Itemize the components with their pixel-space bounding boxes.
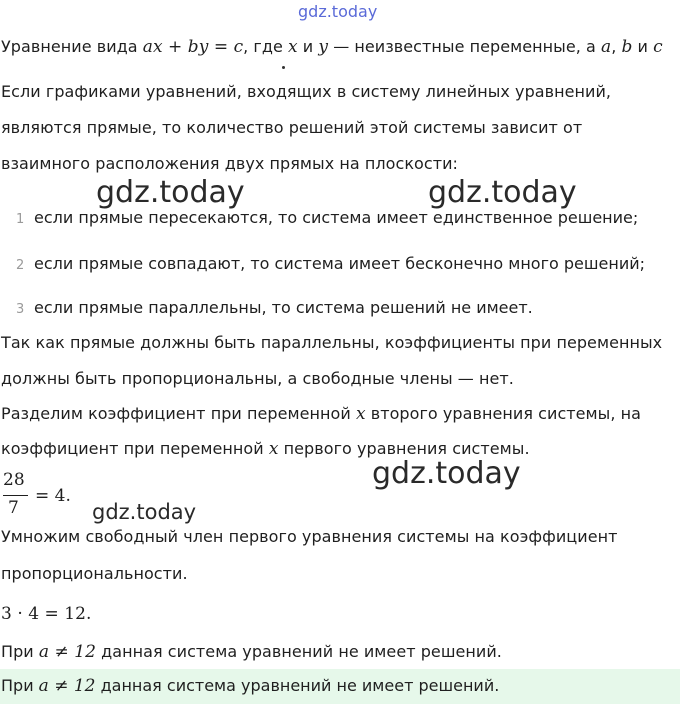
list-item xyxy=(16,298,533,317)
condition-pre: При xyxy=(1,642,39,661)
para2-line2: должны быть пропорциональны, а свободные члены — нет. xyxy=(1,369,514,388)
fraction-denominator: 7 xyxy=(8,498,19,518)
watermark-right: gdz.today xyxy=(428,175,577,210)
watermark-small: gdz.today xyxy=(92,500,197,524)
stray-dot xyxy=(282,66,285,69)
condition-line xyxy=(1,642,502,662)
intro-comma: , xyxy=(611,37,622,56)
answer-pre: При xyxy=(1,676,39,695)
para3-l2-post: первого уравнения системы. xyxy=(278,439,530,458)
answer-expr: a ≠ 12 xyxy=(38,676,96,696)
list-item xyxy=(16,208,638,227)
answer-post: данная система уравнений не имеет решений. xyxy=(95,676,500,695)
list-item xyxy=(16,254,645,273)
answer-box xyxy=(0,669,680,704)
para3-l2-pre: коэффициент при переменной xyxy=(1,439,269,458)
var-c: c xyxy=(653,37,663,57)
list-item-number: 3 xyxy=(16,302,25,317)
para4-line1: Умножим свободный член первого уравнения системы на коэффициент xyxy=(1,527,618,546)
para4-line2: пропорциональности. xyxy=(1,564,188,583)
watermark-center: gdz.today xyxy=(372,456,521,491)
intro-mid1: , где xyxy=(243,37,289,56)
var-y: y xyxy=(318,37,329,57)
list-item-text: если прямые пересекаются, то система имеет единственное решение; xyxy=(34,208,639,227)
list-item-number: 2 xyxy=(16,258,25,273)
var-x: x xyxy=(355,404,366,424)
product-equation: 3 · 4 = 12. xyxy=(1,604,92,624)
para2-line1: Так как прямые должны быть параллельны, коэффициенты при переменных xyxy=(1,333,663,352)
intro-line xyxy=(1,37,663,57)
condition-expr: a ≠ 12 xyxy=(38,642,96,662)
var-x: x xyxy=(288,37,298,57)
var-x: x xyxy=(268,439,279,459)
answer-text xyxy=(1,676,499,696)
var-a: a xyxy=(601,37,612,57)
intro-equation: ax + by = c xyxy=(142,37,244,57)
list-item-text: если прямые совпадают, то система имеет бесконечно много решений; xyxy=(34,254,645,273)
intro-mid2: — неизвестные переменные, а xyxy=(328,37,601,56)
para3-line1 xyxy=(1,404,641,424)
fraction-numerator: 28 xyxy=(3,470,25,490)
list-item-text: если прямые параллельны, то система решений не имеет. xyxy=(34,298,533,317)
para1-line3: взаимного расположения двух прямых на плоскости: xyxy=(1,154,458,173)
para3-l1-pre: Разделим коэффициент при переменной xyxy=(1,404,356,423)
watermark-left: gdz.today xyxy=(96,175,245,210)
condition-post: данная система уравнений не имеет решений. xyxy=(96,642,502,661)
intro-and1: и xyxy=(297,37,319,56)
para3-l1-post: второго уравнения системы, на xyxy=(365,404,641,423)
var-b: b xyxy=(621,37,633,57)
intro-and2: и xyxy=(632,37,654,56)
watermark-top: gdz.today xyxy=(298,2,378,21)
para1-line2: являются прямые, то количество решений этой системы зависит от xyxy=(1,118,583,137)
fraction-bar xyxy=(3,495,28,496)
list-item-number: 1 xyxy=(16,212,25,227)
intro-pre: Уравнение вида xyxy=(1,37,143,56)
fraction-result: = 4. xyxy=(35,486,71,506)
para1-line1: Если графиками уравнений, входящих в систему линейных уравнений, xyxy=(1,82,612,101)
